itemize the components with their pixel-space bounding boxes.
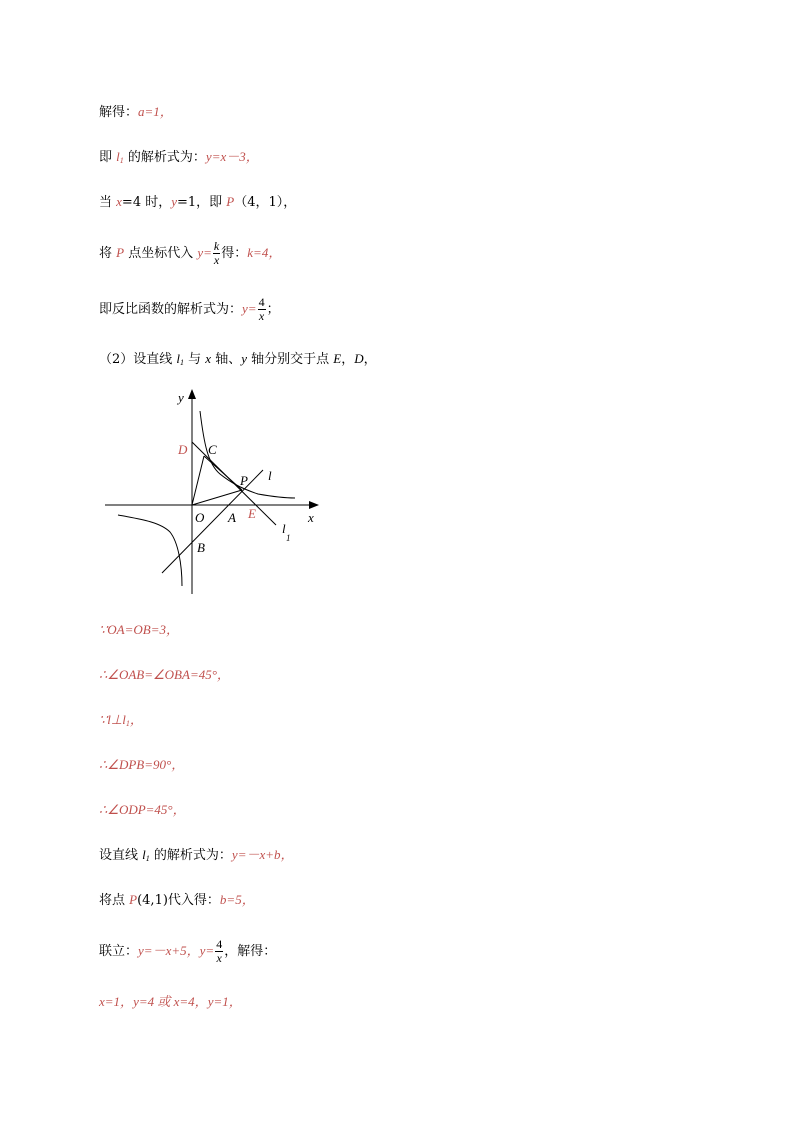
label-e: E	[248, 506, 256, 521]
solution-line-2: 即 $l_1$ 的解析式为：y=x－3，	[99, 149, 259, 165]
solution-line-12: 设直线 $l_1$ 的解析式为：y=－x+b，	[99, 847, 294, 863]
fraction-4-over-x-2: $\frac{4}{x}$	[216, 937, 223, 965]
solution-line-15: x=1，y=4 或 x=4，y=1，	[99, 994, 242, 1009]
fraction-4-over-x: $\frac{4}{x}$	[258, 295, 265, 323]
label-l1-subscript: 1	[286, 533, 291, 543]
solution-line-10: ∴∠DPB=90°，	[99, 757, 185, 772]
solution-line-1: 解得：a=1，	[99, 104, 173, 120]
solution-line-8: ∴∠OAB=∠OBA=45°，	[99, 667, 230, 682]
label-p: P	[240, 473, 248, 488]
solution-line-4: 将 P 点坐标代入 y= $\frac{k}{x}$ 得：k=4，	[99, 239, 282, 267]
hyperbola-figure	[100, 384, 330, 596]
label-x: x	[308, 510, 314, 525]
label-l1: l	[282, 521, 286, 536]
solution-line-14: 联立：y=－x+5，y= $\frac{4}{x}$ ，解得：	[99, 937, 277, 965]
solution-line-11: ∴∠ODP=45°，	[99, 802, 186, 817]
label-y: y	[178, 390, 184, 405]
hyperbola-branch-third	[118, 515, 182, 586]
solution-line-7: ∵OA=OB=3，	[99, 622, 180, 637]
solution-line-13: 将点 P(4,1)代入得：b=5，	[99, 892, 255, 908]
fraction-k-over-x: $\frac{k}{x}$	[213, 239, 220, 267]
label-b: B	[197, 540, 205, 555]
label-c: C	[208, 442, 217, 457]
label-l: l	[268, 468, 272, 483]
segment-cp	[204, 456, 242, 490]
solution-line-5: 即反比函数的解析式为：y= $\frac{4}{x}$ ；	[99, 295, 280, 323]
label-a: A	[228, 510, 236, 525]
segment-op	[192, 490, 242, 505]
solution-line-9: $\because l\perp l_1$，	[99, 712, 143, 728]
label-o: O	[195, 510, 205, 525]
label-d: D	[178, 442, 188, 457]
solution-line-3: 当 x=4 时，y=1，即 P（4，1），	[99, 194, 297, 210]
segment-oc	[192, 456, 204, 505]
solution-line-6: （2）设直线 $l_1$ 与 x 轴、y 轴分别交于点 E，D，	[99, 351, 377, 367]
